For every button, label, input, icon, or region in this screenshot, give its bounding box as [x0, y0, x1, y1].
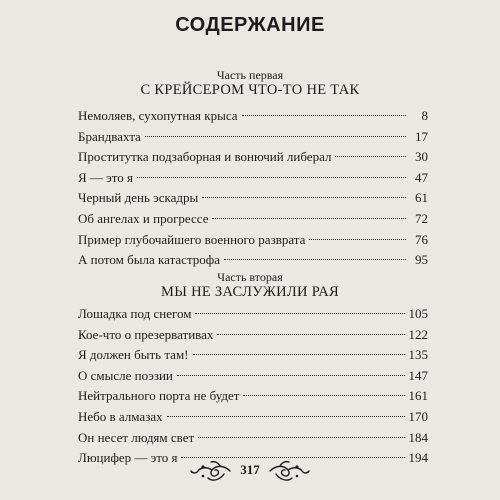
toc-entry-title: Немоляев, сухопутная крыса	[78, 108, 238, 123]
part-one-title: С КРЕЙСЕРОМ ЧТО-ТО НЕ ТАК	[140, 82, 360, 98]
toc-entry-page: 47	[415, 169, 428, 185]
dot-leader	[193, 354, 405, 355]
dot-leader	[212, 218, 406, 219]
toc-entry[interactable]	[78, 106, 428, 127]
toc-entry-page: 17	[415, 128, 428, 144]
toc-entry-page: 135	[408, 347, 428, 363]
toc-entry-page: 105	[408, 306, 428, 321]
page-number: 317	[240, 462, 260, 477]
toc-entry-page: 194	[408, 450, 428, 466]
toc-entry-title: Люцифер — это я	[78, 450, 178, 466]
toc-entry-title: Я — это я	[78, 169, 133, 185]
toc-entry-page: 72	[415, 210, 428, 226]
dot-leader	[309, 239, 406, 240]
toc-entry-page: 76	[415, 231, 428, 247]
toc-entry-page: 30	[415, 149, 428, 165]
toc-entry[interactable]	[78, 230, 428, 251]
dot-leader	[145, 136, 406, 137]
toc-entry[interactable]	[78, 345, 428, 366]
toc-entry-page: 184	[408, 429, 428, 445]
dot-leader	[224, 259, 406, 260]
toc-entry-page: 147	[408, 367, 428, 383]
toc-entry[interactable]	[78, 168, 428, 189]
toc-entry-page: 122	[408, 326, 428, 342]
dot-leader	[202, 197, 406, 198]
toc-entry[interactable]	[78, 304, 428, 325]
dot-leader	[177, 375, 405, 376]
part-two-label: Часть вторая	[217, 270, 283, 284]
dot-leader	[137, 177, 406, 178]
dot-leader	[242, 115, 406, 116]
dot-leader	[198, 437, 404, 438]
toc-entry-page: 61	[415, 190, 428, 206]
toc-entry[interactable]	[78, 250, 428, 271]
toc-entry[interactable]	[78, 188, 428, 209]
toc-entry[interactable]	[78, 147, 428, 168]
toc-entry[interactable]	[78, 209, 428, 230]
part-one-toc	[78, 106, 428, 271]
toc-entry-title: Он несет людям свет	[78, 429, 195, 445]
toc-entry[interactable]	[78, 407, 428, 428]
dot-leader	[217, 334, 404, 335]
toc-entry-title: Проститутка подзаборная и вонючий либерал	[78, 149, 332, 165]
dot-leader	[335, 156, 406, 157]
toc-entry-title: Пример глубочайшего военного разврата	[78, 231, 306, 247]
toc-entry-title: Брандвахта	[78, 128, 141, 144]
toc-entry-title: О смысле поэзии	[78, 367, 173, 383]
toc-entry[interactable]	[78, 428, 428, 449]
toc-entry-page: 8	[421, 108, 428, 123]
dot-leader	[167, 416, 405, 417]
toc-entry[interactable]	[78, 386, 428, 407]
part-two-title: МЫ НЕ ЗАСЛУЖИЛИ РАЯ	[161, 284, 339, 300]
toc-entry-title: Черный день эскадры	[78, 190, 199, 206]
toc-entry-title: Об ангелах и прогрессе	[78, 210, 209, 226]
toc-entry-page: 95	[415, 252, 428, 268]
part-one-label: Часть первая	[216, 68, 284, 82]
dot-leader	[195, 313, 404, 314]
dot-leader	[243, 395, 404, 396]
toc-entry-title: Кое-что о презервативах	[78, 326, 214, 342]
toc-entry-page: 161	[408, 388, 428, 404]
page-title: СОДЕРЖАНИЕ	[175, 14, 325, 36]
part-two-toc	[78, 304, 428, 469]
toc-entry-title: Небо в алмазах	[78, 408, 163, 424]
toc-entry-title: А потом была катастрофа	[78, 252, 220, 268]
toc-entry-title: Лошадка под снегом	[78, 306, 192, 321]
toc-entry-page: 170	[408, 408, 428, 424]
toc-entry-title: Я должен быть там!	[78, 347, 189, 363]
toc-entry-title: Нейтрального порта не будет	[78, 388, 240, 404]
toc-entry[interactable]	[78, 127, 428, 148]
toc-entry[interactable]	[78, 325, 428, 346]
toc-entry[interactable]	[78, 366, 428, 387]
